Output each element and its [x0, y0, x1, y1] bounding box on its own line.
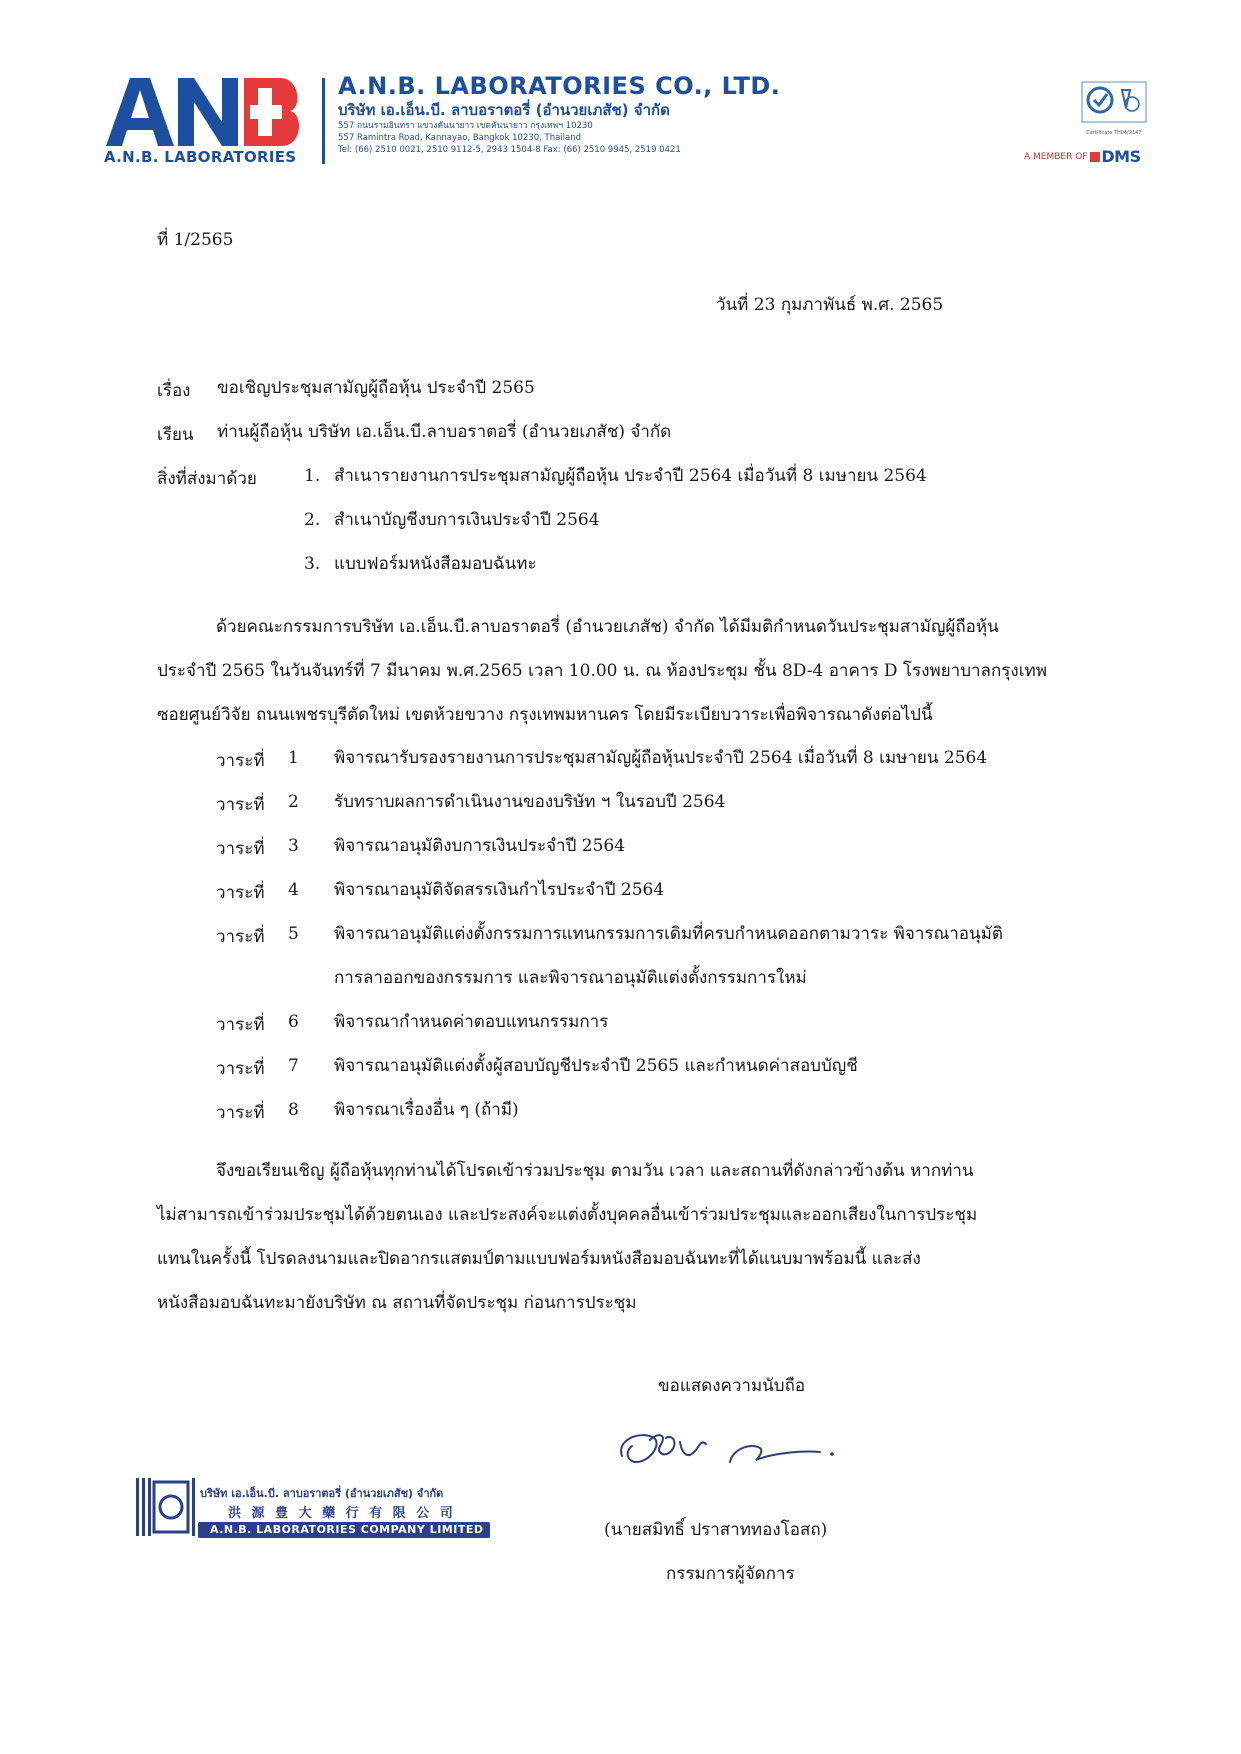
agenda-label: วาระที่ [216, 839, 265, 859]
agenda-item: พิจารณาอนุมัติแต่งตั้งกรรมการแทนกรรมการเดิมที่ครบกำหนดออกตามวาระ พิจารณาอนุมัติ [334, 924, 1003, 944]
enclosure-item: สำเนารายงานการประชุมสามัญผู้ถือหุ้น ประจำปี 2564 เมื่อวันที่ 8 เมษายน 2564 [334, 466, 927, 486]
closing-line: หนังสือมอบฉันทะมายังบริษัท ณ สถานที่จัดประชุม ก่อนการประชุม [157, 1293, 637, 1313]
contact-numbers: Tel: (66) 2510 0021, 2510 9112-5, 2943 1504-8 Fax: (66) 2510 9945, 2519 0421 [338, 145, 681, 155]
company-name-th: บริษัท เอ.เอ็น.บี. ลาบอราตอรี่ (อำนวยเภสัช) จำกัด [338, 101, 670, 119]
intro-line: ด้วยคณะกรรมการบริษัท เอ.เอ็น.บี.ลาบอราตอรี่ (อำนวยเภสัช) จำกัด ได้มีมติกำหนดวันประชุมสามัญผู้ถือหุ้น [216, 617, 999, 637]
intro-line: ประจำปี 2565 ในวันจันทร์ที่ 7 มีนาคม พ.ศ.2565 เวลา 10.00 น. ณ ห้องประชุม ชั้น 8D-4 อาคาร D โรงพยาบาลกรุงเทพ [157, 661, 1047, 681]
agenda-item: พิจารณากำหนดค่าตอบแทนกรรมการ [334, 1012, 609, 1032]
agenda-item: พิจารณาอนุมัติแต่งตั้งผู้สอบบัญชีประจำปี 2565 และกำหนดค่าสอบบัญชี [334, 1056, 858, 1076]
company-logo [104, 74, 304, 170]
enclosure-number: 1. [304, 466, 321, 486]
closing-line: ไม่สามารถเข้าร่วมประชุมได้ด้วยตนเอง และประสงค์จะแต่งตั้งบุคคลอื่นเข้าร่วมประชุมและออกเสียงในการประชุม [157, 1205, 978, 1225]
agenda-number: 4 [288, 880, 299, 900]
enclosure-number: 3. [304, 554, 321, 574]
dms-cross-icon [1090, 152, 1100, 162]
agenda-item-continued: การลาออกของกรรมการ และพิจารณาอนุมัติแต่งตั้งกรรมการใหม่ [334, 968, 807, 988]
agenda-label: วาระที่ [216, 1103, 265, 1123]
agenda-item: พิจารณาอนุมัติงบการเงินประจำปี 2564 [334, 836, 626, 856]
subject-label: เรื่อง [157, 381, 191, 401]
letterhead-divider [322, 78, 325, 164]
stamp-line-en: A.N.B. LABORATORIES COMPANY LIMITED [210, 1523, 484, 1536]
agenda-label: วาระที่ [216, 1059, 265, 1079]
enclosure-item: แบบฟอร์มหนังสือมอบฉันทะ [334, 554, 537, 574]
enclosure-item: สำเนาบัญชีงบการเงินประจำปี 2564 [334, 510, 600, 530]
agenda-label: วาระที่ [216, 1015, 265, 1035]
enclosure-number: 2. [304, 510, 321, 530]
subject-text: ขอเชิญประชุมสามัญผู้ถือหุ้น ประจำปี 2565 [217, 378, 535, 398]
agenda-number: 5 [288, 924, 299, 944]
member-of-dms [1024, 147, 1141, 166]
agenda-item: พิจารณารับรองรายงานการประชุมสามัญผู้ถือหุ้นประจำปี 2564 เมื่อวันที่ 8 เมษายน 2564 [334, 748, 988, 768]
certification-icon [1076, 78, 1152, 128]
to-label: เรียน [157, 425, 194, 445]
cert-caption: Certificate TH06/2147 [1086, 130, 1142, 136]
reference-number: ที่ 1/2565 [157, 230, 234, 250]
agenda-number: 2 [288, 792, 299, 812]
address-en: 557 Ramintra Road, Kannayao, Bangkok 10230, Thailand [338, 133, 582, 143]
agenda-label: วาระที่ [216, 795, 265, 815]
signature-icon [610, 1422, 850, 1484]
enclosures-label: สิ่งที่ส่งมาด้วย [157, 469, 257, 489]
member-brand: DMS [1101, 147, 1141, 166]
company-name-en: A.N.B. LABORATORIES CO., LTD. [338, 72, 781, 100]
agenda-item: รับทราบผลการดำเนินงานของบริษัท ฯ ในรอบปี 2564 [334, 792, 726, 812]
stamp-line-th: บริษัท เอ.เอ็น.บี. ลาบอราตอรี่ (อำนวยเภสัช) จำกัด [200, 1487, 444, 1500]
closing-line: จึงขอเรียนเชิญ ผู้ถือหุ้นทุกท่านได้โปรดเข้าร่วมประชุม ตามวัน เวลา และสถานที่ดังกล่าวข้างต้น หากท่าน [216, 1161, 974, 1181]
to-text: ท่านผู้ถือหุ้น บริษัท เอ.เอ็น.บี.ลาบอราตอรี่ (อำนวยเภสัช) จำกัด [217, 422, 672, 442]
member-prefix: A MEMBER OF [1024, 152, 1088, 162]
signer-title: กรรมการผู้จัดการ [666, 1564, 795, 1584]
address-th: 557 ถนนรามอินทรา แขวงคันนายาว เขตคันนายาว กรุงเทพฯ 10230 [338, 121, 593, 131]
company-info [338, 72, 780, 156]
agenda-label: วาระที่ [216, 751, 265, 771]
logo-caption: A.N.B. LABORATORIES [104, 148, 297, 166]
agenda-number: 3 [288, 836, 299, 856]
company-stamp [136, 1476, 496, 1540]
anb-logo-icon [104, 74, 304, 148]
agenda-item: พิจารณาเรื่องอื่น ๆ (ถ้ามี) [334, 1100, 519, 1120]
agenda-number: 8 [288, 1100, 299, 1120]
agenda-item: พิจารณาอนุมัติจัดสรรเงินกำไรประจำปี 2564 [334, 880, 665, 900]
agenda-number: 7 [288, 1056, 299, 1076]
agenda-number: 6 [288, 1012, 299, 1032]
letter-date: วันที่ 23 กุมภาพันธ์ พ.ศ. 2565 [716, 295, 944, 315]
regards: ขอแสดงความนับถือ [658, 1376, 806, 1396]
certification-mark [1076, 78, 1152, 136]
intro-line: ซอยศูนย์วิจัย ถนนเพชรบุรีตัดใหม่ เขตห้วยขวาง กรุงเทพมหานคร โดยมีระเบียบวาระเพื่อพิจารณาดังต่อไปนี้ [157, 705, 933, 725]
stamp-line-cn: 洪 源 豊 大 藥 行 有 限 公 司 [228, 1506, 456, 1521]
closing-line: แทนในครั้งนี้ โปรดลงนามและปิดอากรแสตมป์ตามแบบฟอร์มหนังสือมอบฉันทะที่ได้แนบมาพร้อมนี้ และส่ง [157, 1249, 921, 1269]
agenda-number: 1 [288, 748, 299, 768]
agenda-label: วาระที่ [216, 883, 265, 903]
signer-name: (นายสมิทธิ์ ปราสาททองโอสถ) [604, 1520, 828, 1540]
agenda-label: วาระที่ [216, 927, 265, 947]
